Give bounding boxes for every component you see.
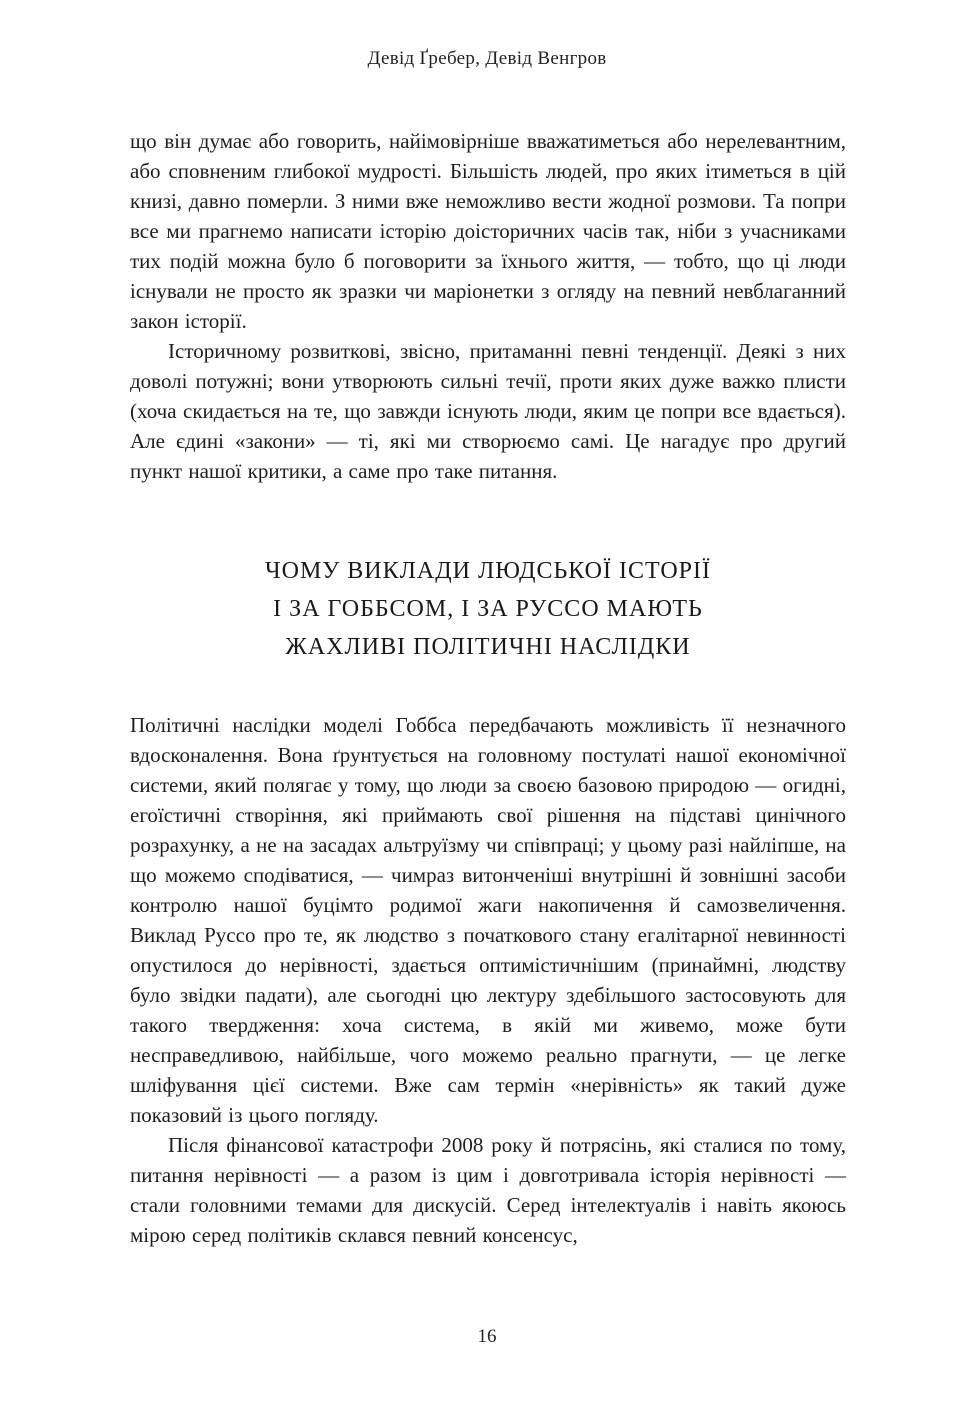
page-number: 16 <box>477 1326 497 1347</box>
section-heading-line: І ЗА ГОББСОМ, І ЗА РУССО МАЮТЬ <box>273 596 703 622</box>
paragraph-continuation: що він думає або говорить, найімовірніше вважатиметься або нерелевантним, або сповненим глибокої мудрості. Більшість людей, про яких ітиметься в цій книзі, давно померли. З ними вже неможливо вести жодної розмови. Та попри все ми прагнемо написати історію доісторичних часів так, ніби з учасниками тих подій можна було б поговорити за їхнього життя, — тобто, що ці люди існували не просто як зразки чи маріонетки з огляду на певний невблаганний закон історії. <box>130 129 846 333</box>
section-heading <box>130 552 846 666</box>
paragraph: Після фінансової катастрофи 2008 року й потрясінь, які сталися по тому, питання нерівності — а разом із цим і довготривала історія нерівності — стали головними темами для дискусій. Серед інтелектуалів і навіть якоюсь мірою серед політиків склався певний консенсус, <box>130 1133 846 1247</box>
running-head: Девід Ґребер, Девід Венгров <box>367 48 607 69</box>
paragraph: Історичному розвиткові, звісно, притаманні певні тенденції. Деякі з них доволі потужні; вони утворюють сильні течії, проти яких дуже важко плисти (хоча скидається на те, що завжди існують люди, яким це попри все вдається). Але єдині «закони» — ті, які ми створюємо самі. Це нагадує про другий пункт нашої критики, а саме про таке питання. <box>130 339 846 483</box>
text-column <box>130 126 846 1250</box>
paragraph: Політичні наслідки моделі Гоббса передбачають можливість її незначного вдосконалення. Вона ґрунтується на головному постулаті нашої економічної системи, який полягає у тому, що люди за своєю базовою природою — огидні, егоїстичні створіння, які приймають свої рішення на підставі цинічного розрахунку, а не на засадах альтруїзму чи співпраці; у цьому разі найліпше, на що можемо сподіватися, — чимраз витонченіші внутрішні й зовнішні засоби контролю нашої буцімто родимої жаги накопичення й самозвеличення. Виклад Руссо про те, як людство з початкового стану егалітарної невинності опустилося до нерівності, здається оптимістичнішим (принаймні, людству було звідки падати), але сьогодні цю лектуру здебільшого застосовують для такого твердження: хоча система, в якій ми живемо, може бути несправедливою, найбільше, чого можемо реально прагнути, — це легке шліфування цієї системи. Вже сам термін «нерівність» як такий дуже показовий із цього погляду. <box>130 713 846 1127</box>
section-heading-line: ЧОМУ ВИКЛАДИ ЛЮДСЬКОЇ ІСТОРІЇ <box>265 558 711 584</box>
section-heading-line: ЖАХЛИВІ ПОЛІТИЧНІ НАСЛІДКИ <box>285 634 691 660</box>
